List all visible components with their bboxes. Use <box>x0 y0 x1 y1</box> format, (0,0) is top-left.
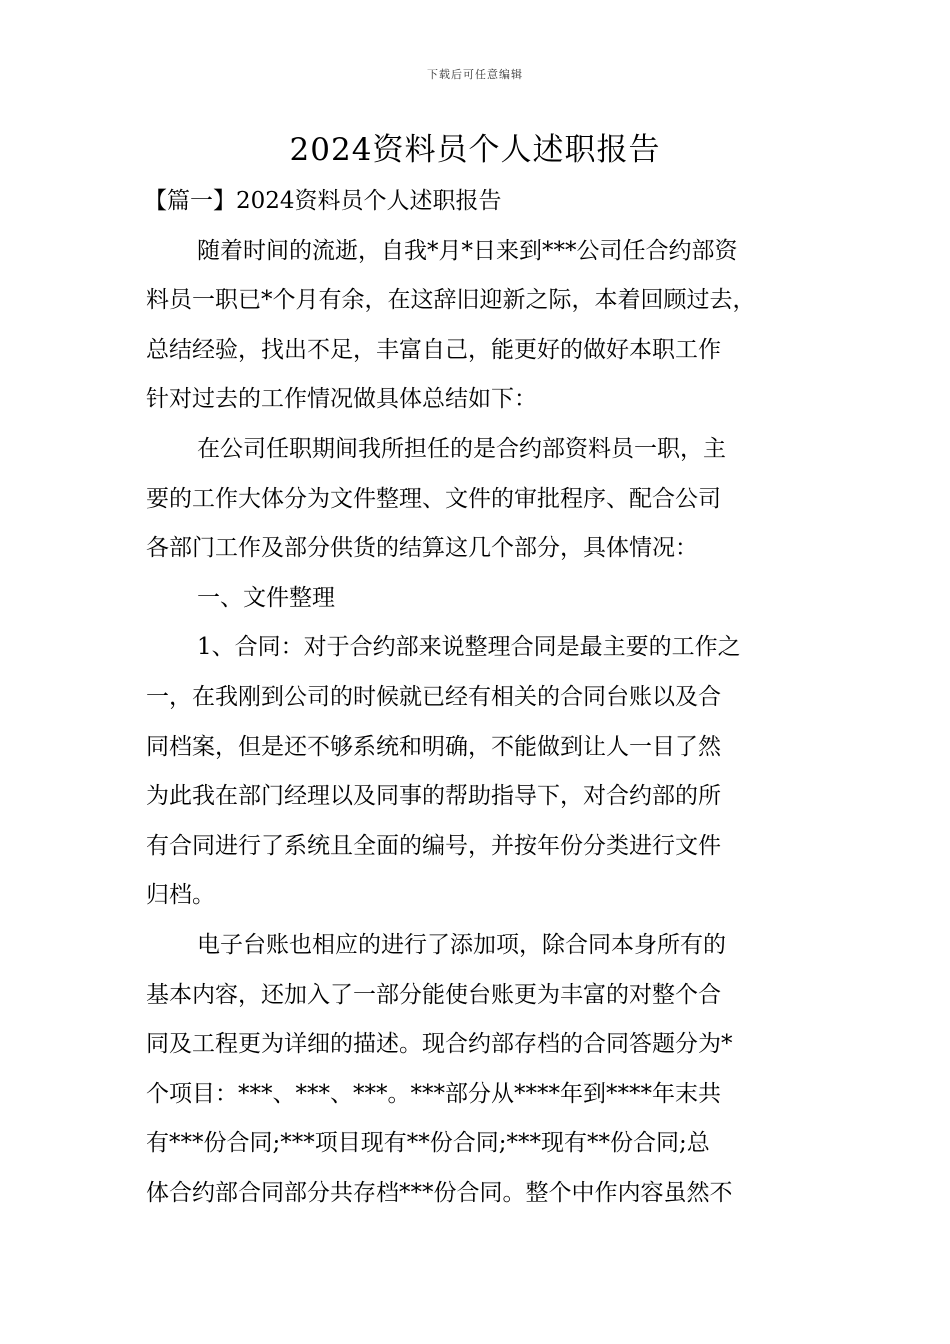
paragraph-line: 1、合同：对于合约部来说整理合同是最主要的工作之 <box>197 634 741 661</box>
paragraph-line: 归档。 <box>146 882 215 909</box>
paragraph-line: 同档案，但是还不够系统和明确，不能做到让人一目了然 <box>146 733 721 760</box>
section-heading: 一、文件整理 <box>197 584 335 611</box>
paragraph-line: 要的工作大体分为文件整理、文件的审批程序、配合公司 <box>146 485 721 512</box>
paragraph-line: 电子台账也相应的进行了添加项，除合同本身所有的 <box>197 931 726 958</box>
paragraph-line: 各部门工作及部分供货的结算这几个部分，具体情况： <box>146 535 698 562</box>
paragraph-line: 同及工程更为详细的描述。现合约部存档的合同答题分为* <box>146 1031 733 1058</box>
paragraph-line: 一，在我刚到公司的时候就已经有相关的合同台账以及合 <box>146 683 721 710</box>
paragraph-line: 个项目：***、***、***。***部分从****年到****年末共 <box>146 1080 721 1107</box>
paragraph-line: 基本内容，还加入了一部分能使台账更为丰富的对整个合 <box>146 981 721 1008</box>
header-watermark: 下载后可任意编辑 <box>427 68 523 81</box>
paragraph-line: 料员一职已*个月有余，在这辞旧迎新之际，本着回顾过去， <box>146 287 756 314</box>
paragraph-line: 针对过去的工作情况做具体总结如下： <box>146 386 537 413</box>
document-title: 2024资料员个人述职报告 <box>289 132 661 168</box>
paragraph-line: 总结经验，找出不足，丰富自己，能更好的做好本职工作 <box>146 336 721 363</box>
section-subtitle: 【篇一】2024资料员个人述职报告 <box>144 188 502 214</box>
paragraph-line: 随着时间的流逝，自我*月*日来到***公司任合约部资 <box>197 237 738 264</box>
paragraph-line: 有***份合同;***项目现有**份合同;***现有**份合同;总 <box>146 1130 710 1157</box>
document-body <box>146 177 811 1218</box>
paragraph-line: 在公司任职期间我所担任的是合约部资料员一职，主 <box>197 435 726 462</box>
paragraph-line: 体合约部合同部分共存档***份合同。整个中作内容虽然不 <box>146 1179 733 1206</box>
paragraph-line: 为此我在部门经理以及同事的帮助指导下，对合约部的所 <box>146 783 721 810</box>
paragraph-line: 有合同进行了系统且全面的编号，并按年份分类进行文件 <box>146 832 721 859</box>
